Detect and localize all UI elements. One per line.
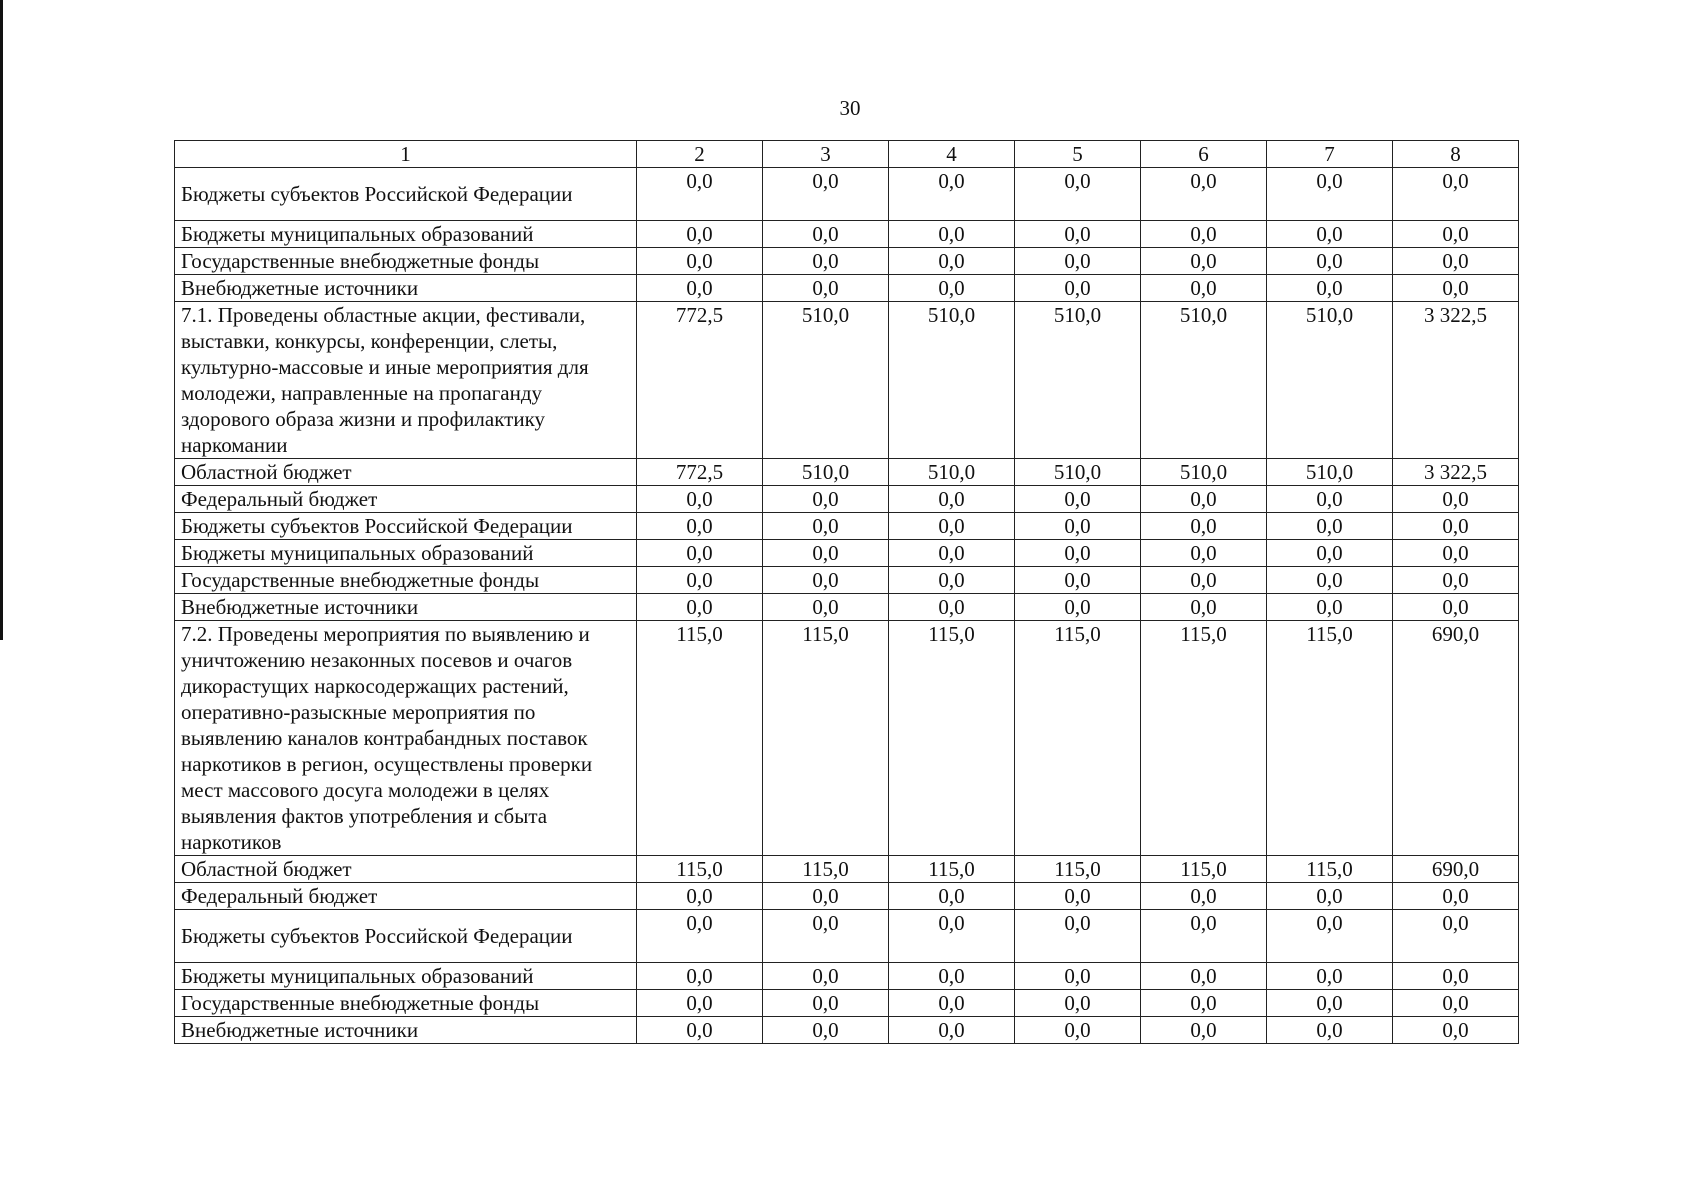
column-header: 6 bbox=[1141, 141, 1267, 168]
table-row bbox=[175, 275, 1519, 302]
value-cell: 0,0 bbox=[1015, 910, 1141, 963]
value-cell: 0,0 bbox=[889, 910, 1015, 963]
value-cell: 0,0 bbox=[1015, 486, 1141, 513]
value-cell: 0,0 bbox=[637, 567, 763, 594]
row-label: Бюджеты субъектов Российской Федерации bbox=[175, 168, 637, 221]
value-cell: 0,0 bbox=[1267, 910, 1393, 963]
table-row bbox=[175, 856, 1519, 883]
table-row bbox=[175, 248, 1519, 275]
table-row bbox=[175, 302, 1519, 459]
value-cell: 0,0 bbox=[1393, 486, 1519, 513]
row-label: Бюджеты субъектов Российской Федерации bbox=[175, 513, 637, 540]
value-cell: 772,5 bbox=[637, 459, 763, 486]
value-cell: 0,0 bbox=[1015, 248, 1141, 275]
value-cell: 0,0 bbox=[637, 513, 763, 540]
value-cell: 510,0 bbox=[1015, 459, 1141, 486]
value-cell: 115,0 bbox=[1267, 856, 1393, 883]
value-cell: 0,0 bbox=[1015, 963, 1141, 990]
column-header: 3 bbox=[763, 141, 889, 168]
value-cell: 0,0 bbox=[889, 963, 1015, 990]
value-cell: 0,0 bbox=[1267, 567, 1393, 594]
value-cell: 690,0 bbox=[1393, 856, 1519, 883]
value-cell: 0,0 bbox=[1141, 540, 1267, 567]
row-label: Внебюджетные источники bbox=[175, 275, 637, 302]
value-cell: 0,0 bbox=[763, 963, 889, 990]
value-cell: 0,0 bbox=[1015, 513, 1141, 540]
value-cell: 0,0 bbox=[763, 221, 889, 248]
value-cell: 115,0 bbox=[1267, 621, 1393, 856]
value-cell: 0,0 bbox=[1267, 963, 1393, 990]
value-cell: 0,0 bbox=[637, 883, 763, 910]
row-label: Федеральный бюджет bbox=[175, 883, 637, 910]
value-cell: 0,0 bbox=[889, 1017, 1015, 1044]
value-cell: 0,0 bbox=[889, 221, 1015, 248]
value-cell: 510,0 bbox=[1015, 302, 1141, 459]
value-cell: 510,0 bbox=[1141, 302, 1267, 459]
table-row bbox=[175, 459, 1519, 486]
table-row bbox=[175, 486, 1519, 513]
value-cell: 0,0 bbox=[1393, 540, 1519, 567]
value-cell: 0,0 bbox=[637, 221, 763, 248]
value-cell: 0,0 bbox=[1393, 1017, 1519, 1044]
value-cell: 0,0 bbox=[1267, 594, 1393, 621]
table-row bbox=[175, 168, 1519, 221]
value-cell: 0,0 bbox=[1015, 567, 1141, 594]
value-cell: 3 322,5 bbox=[1393, 459, 1519, 486]
value-cell: 0,0 bbox=[763, 883, 889, 910]
value-cell: 0,0 bbox=[1141, 963, 1267, 990]
value-cell: 0,0 bbox=[763, 513, 889, 540]
value-cell: 0,0 bbox=[1393, 910, 1519, 963]
value-cell: 0,0 bbox=[637, 594, 763, 621]
row-label: Областной бюджет bbox=[175, 856, 637, 883]
value-cell: 0,0 bbox=[1141, 513, 1267, 540]
value-cell: 0,0 bbox=[1015, 221, 1141, 248]
value-cell: 0,0 bbox=[763, 275, 889, 302]
value-cell: 0,0 bbox=[1015, 883, 1141, 910]
value-cell: 0,0 bbox=[1267, 1017, 1393, 1044]
value-cell: 0,0 bbox=[1267, 248, 1393, 275]
row-label: Бюджеты субъектов Российской Федерации bbox=[175, 910, 637, 963]
value-cell: 0,0 bbox=[889, 990, 1015, 1017]
value-cell: 772,5 bbox=[637, 302, 763, 459]
value-cell: 0,0 bbox=[889, 275, 1015, 302]
value-cell: 0,0 bbox=[637, 963, 763, 990]
value-cell: 0,0 bbox=[1267, 990, 1393, 1017]
value-cell: 0,0 bbox=[1015, 168, 1141, 221]
value-cell: 0,0 bbox=[1393, 963, 1519, 990]
value-cell: 0,0 bbox=[637, 248, 763, 275]
value-cell: 0,0 bbox=[1267, 540, 1393, 567]
value-cell: 0,0 bbox=[1015, 594, 1141, 621]
value-cell: 510,0 bbox=[1141, 459, 1267, 486]
table-row bbox=[175, 963, 1519, 990]
value-cell: 0,0 bbox=[637, 1017, 763, 1044]
value-cell: 0,0 bbox=[1393, 990, 1519, 1017]
value-cell: 115,0 bbox=[889, 621, 1015, 856]
table-row bbox=[175, 594, 1519, 621]
value-cell: 0,0 bbox=[637, 168, 763, 221]
value-cell: 0,0 bbox=[1267, 221, 1393, 248]
value-cell: 510,0 bbox=[889, 459, 1015, 486]
value-cell: 0,0 bbox=[889, 168, 1015, 221]
value-cell: 115,0 bbox=[637, 856, 763, 883]
column-header: 4 bbox=[889, 141, 1015, 168]
value-cell: 0,0 bbox=[889, 883, 1015, 910]
value-cell: 0,0 bbox=[1393, 168, 1519, 221]
value-cell: 0,0 bbox=[763, 168, 889, 221]
header-row bbox=[175, 141, 1519, 168]
value-cell: 0,0 bbox=[1267, 275, 1393, 302]
value-cell: 0,0 bbox=[763, 248, 889, 275]
value-cell: 0,0 bbox=[1015, 275, 1141, 302]
row-label: Внебюджетные источники bbox=[175, 1017, 637, 1044]
row-label: 7.1. Проведены областные акции, фестивали, выставки, конкурсы, конференции, слеты, культурно-массовые и иные мероприятия для молодежи, направленные на пропаганду здорового образа жизни и профилактику наркомании bbox=[175, 302, 637, 459]
value-cell: 0,0 bbox=[889, 594, 1015, 621]
value-cell: 0,0 bbox=[1141, 1017, 1267, 1044]
value-cell: 0,0 bbox=[1141, 221, 1267, 248]
column-header: 1 bbox=[175, 141, 637, 168]
row-label: Государственные внебюджетные фонды bbox=[175, 248, 637, 275]
table-row bbox=[175, 621, 1519, 856]
value-cell: 115,0 bbox=[1141, 856, 1267, 883]
row-label: 7.2. Проведены мероприятия по выявлению и уничтожению незаконных посевов и очагов дикорастущих наркосодержащих растений, оперативно-разыскные мероприятия по выявлению каналов контрабандных поставок наркотиков в регион, осуществлены проверки мест массового досуга молодежи в целях выявления фактов употребления и сбыта наркотиков bbox=[175, 621, 637, 856]
value-cell: 115,0 bbox=[1141, 621, 1267, 856]
value-cell: 0,0 bbox=[1141, 248, 1267, 275]
row-label: Государственные внебюджетные фонды bbox=[175, 567, 637, 594]
budget-table bbox=[174, 140, 1519, 1044]
value-cell: 510,0 bbox=[1267, 459, 1393, 486]
value-cell: 0,0 bbox=[1393, 221, 1519, 248]
value-cell: 0,0 bbox=[637, 275, 763, 302]
table-row bbox=[175, 910, 1519, 963]
value-cell: 0,0 bbox=[763, 594, 889, 621]
value-cell: 0,0 bbox=[1141, 594, 1267, 621]
value-cell: 0,0 bbox=[763, 910, 889, 963]
value-cell: 510,0 bbox=[1267, 302, 1393, 459]
value-cell: 0,0 bbox=[1015, 990, 1141, 1017]
column-header: 7 bbox=[1267, 141, 1393, 168]
row-label: Бюджеты муниципальных образований bbox=[175, 540, 637, 567]
value-cell: 0,0 bbox=[763, 486, 889, 513]
value-cell: 0,0 bbox=[1015, 1017, 1141, 1044]
column-header: 8 bbox=[1393, 141, 1519, 168]
value-cell: 0,0 bbox=[889, 540, 1015, 567]
value-cell: 0,0 bbox=[1267, 486, 1393, 513]
value-cell: 115,0 bbox=[889, 856, 1015, 883]
value-cell: 0,0 bbox=[1141, 168, 1267, 221]
table-row bbox=[175, 883, 1519, 910]
value-cell: 0,0 bbox=[889, 486, 1015, 513]
value-cell: 0,0 bbox=[1393, 513, 1519, 540]
row-label: Внебюджетные источники bbox=[175, 594, 637, 621]
value-cell: 0,0 bbox=[889, 248, 1015, 275]
table-row bbox=[175, 990, 1519, 1017]
value-cell: 0,0 bbox=[637, 910, 763, 963]
value-cell: 0,0 bbox=[763, 990, 889, 1017]
column-header: 5 bbox=[1015, 141, 1141, 168]
table-row bbox=[175, 513, 1519, 540]
value-cell: 0,0 bbox=[1141, 275, 1267, 302]
table-row bbox=[175, 567, 1519, 594]
value-cell: 115,0 bbox=[1015, 621, 1141, 856]
value-cell: 115,0 bbox=[763, 856, 889, 883]
value-cell: 0,0 bbox=[1141, 883, 1267, 910]
value-cell: 3 322,5 bbox=[1393, 302, 1519, 459]
value-cell: 0,0 bbox=[763, 540, 889, 567]
row-label: Бюджеты муниципальных образований bbox=[175, 221, 637, 248]
value-cell: 115,0 bbox=[637, 621, 763, 856]
value-cell: 0,0 bbox=[1393, 594, 1519, 621]
value-cell: 115,0 bbox=[1015, 856, 1141, 883]
column-header: 2 bbox=[637, 141, 763, 168]
page-number: 30 bbox=[839, 96, 861, 120]
value-cell: 0,0 bbox=[1141, 990, 1267, 1017]
value-cell: 0,0 bbox=[1141, 910, 1267, 963]
value-cell: 0,0 bbox=[889, 513, 1015, 540]
value-cell: 0,0 bbox=[1393, 275, 1519, 302]
value-cell: 690,0 bbox=[1393, 621, 1519, 856]
value-cell: 0,0 bbox=[1267, 168, 1393, 221]
row-label: Государственные внебюджетные фонды bbox=[175, 990, 637, 1017]
value-cell: 0,0 bbox=[637, 486, 763, 513]
value-cell: 0,0 bbox=[1267, 883, 1393, 910]
value-cell: 115,0 bbox=[763, 621, 889, 856]
value-cell: 0,0 bbox=[637, 540, 763, 567]
table-row bbox=[175, 540, 1519, 567]
table-row bbox=[175, 1017, 1519, 1044]
value-cell: 0,0 bbox=[1393, 883, 1519, 910]
value-cell: 0,0 bbox=[889, 567, 1015, 594]
value-cell: 0,0 bbox=[763, 1017, 889, 1044]
value-cell: 0,0 bbox=[1141, 486, 1267, 513]
value-cell: 0,0 bbox=[1141, 567, 1267, 594]
value-cell: 0,0 bbox=[1267, 513, 1393, 540]
row-label: Бюджеты муниципальных образований bbox=[175, 963, 637, 990]
value-cell: 510,0 bbox=[889, 302, 1015, 459]
value-cell: 0,0 bbox=[1393, 567, 1519, 594]
value-cell: 0,0 bbox=[763, 567, 889, 594]
value-cell: 0,0 bbox=[637, 990, 763, 1017]
value-cell: 0,0 bbox=[1393, 248, 1519, 275]
value-cell: 0,0 bbox=[1015, 540, 1141, 567]
row-label: Федеральный бюджет bbox=[175, 486, 637, 513]
table-row bbox=[175, 221, 1519, 248]
value-cell: 510,0 bbox=[763, 302, 889, 459]
value-cell: 510,0 bbox=[763, 459, 889, 486]
row-label: Областной бюджет bbox=[175, 459, 637, 486]
table-body bbox=[175, 168, 1519, 1044]
